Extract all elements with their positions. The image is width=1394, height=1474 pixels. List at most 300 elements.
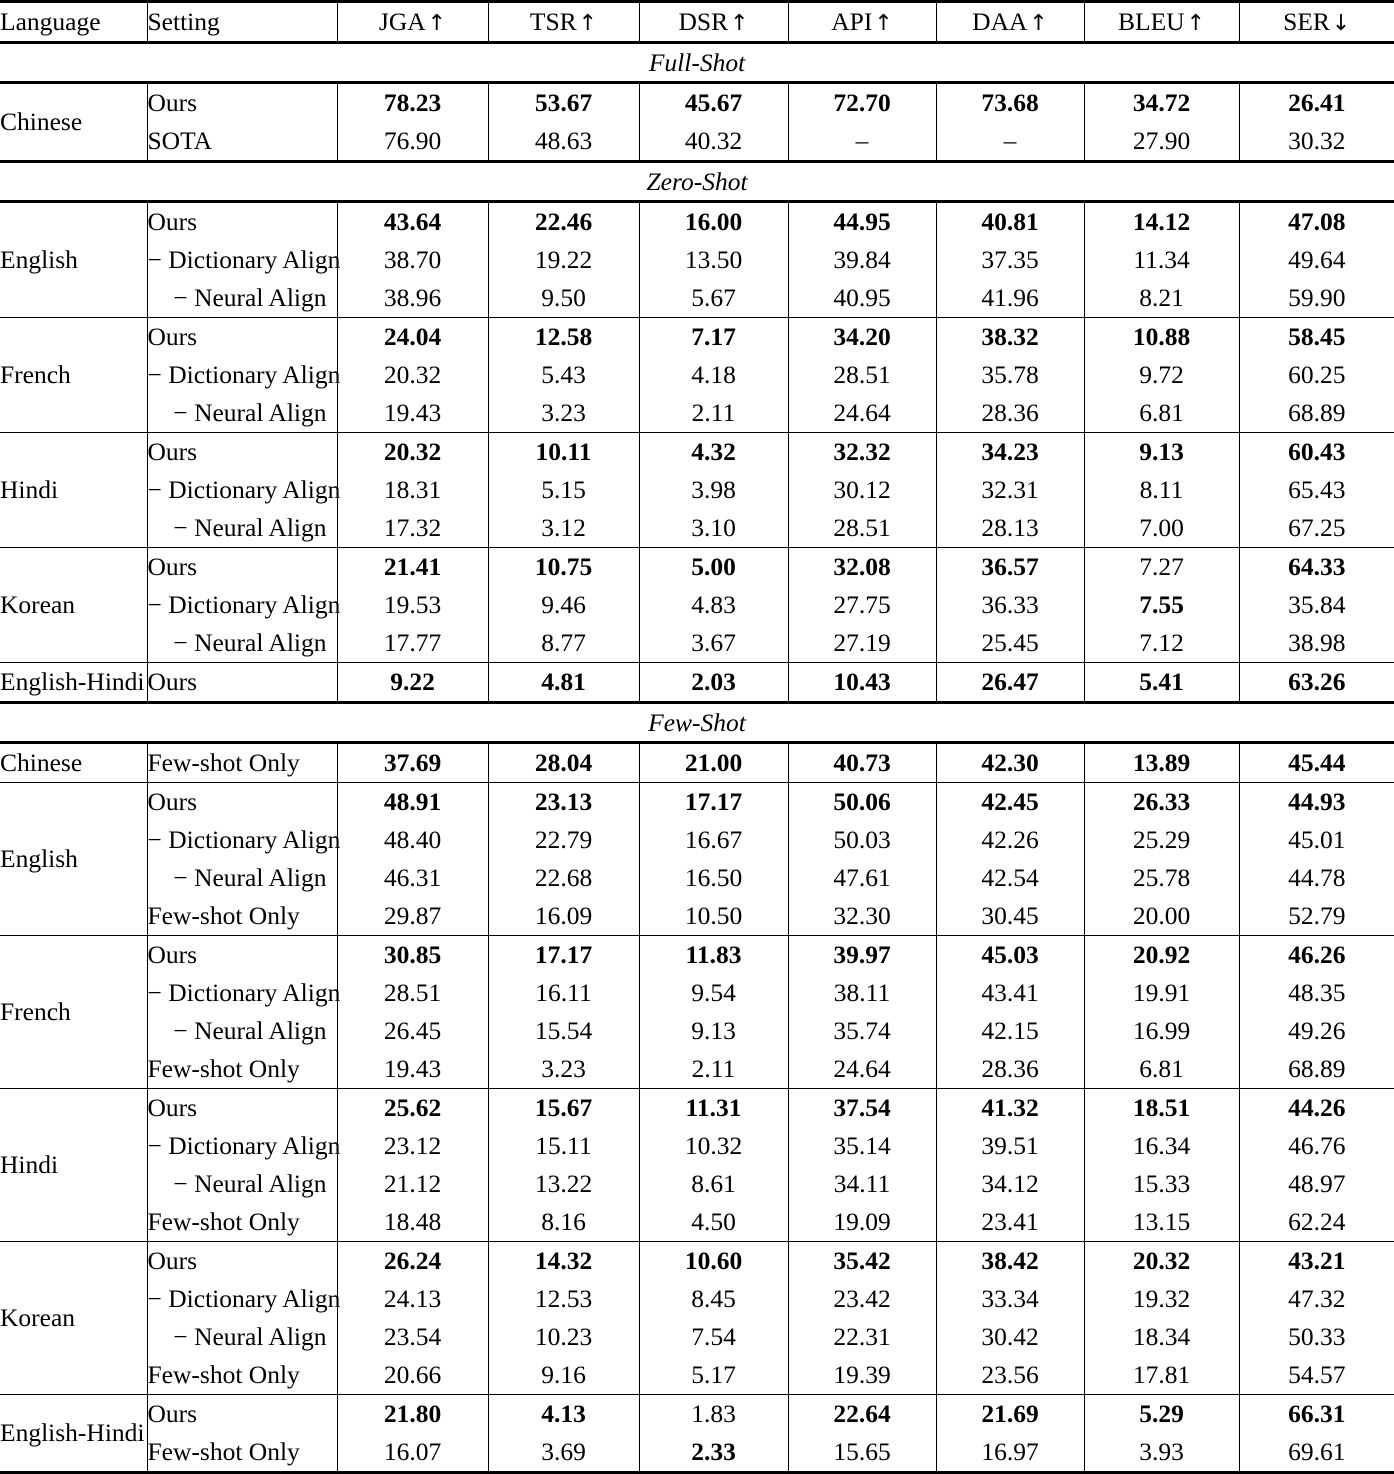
table-row	[0, 743, 1394, 783]
metric-cell-daa: 16.97	[936, 1433, 1084, 1473]
metric-cell-api: 44.95	[788, 202, 936, 242]
metric-cell-daa: 42.54	[936, 859, 1084, 897]
table-row	[0, 356, 1394, 394]
column-header-ser	[1239, 2, 1394, 43]
section-label: Full-Shot	[648, 47, 746, 77]
table-row	[0, 936, 1394, 975]
table-row	[0, 1127, 1394, 1165]
arrow-up-icon: ↑	[730, 11, 749, 36]
column-header-label: API	[831, 7, 873, 36]
table-row	[0, 471, 1394, 509]
metric-cell-api: 47.61	[788, 859, 936, 897]
metric-cell-ser: 50.33	[1239, 1318, 1394, 1356]
column-header-api	[788, 2, 936, 43]
metric-cell-tsr: 4.81	[488, 663, 639, 703]
metric-cell-dsr: 2.11	[639, 1050, 788, 1089]
metric-cell-tsr: 3.23	[488, 394, 639, 433]
metric-cell-dsr: 4.32	[639, 433, 788, 472]
metric-cell-bleu: 16.34	[1084, 1127, 1239, 1165]
table-row	[0, 974, 1394, 1012]
section-header-row	[0, 43, 1394, 83]
table-row	[0, 279, 1394, 318]
metric-cell-bleu: 19.91	[1084, 974, 1239, 1012]
metric-cell-bleu: 5.41	[1084, 663, 1239, 703]
metric-cell-daa: 33.34	[936, 1280, 1084, 1318]
metric-cell-bleu: 5.29	[1084, 1395, 1239, 1434]
arrow-up-icon: ↑	[578, 11, 598, 36]
column-header-jga	[337, 2, 488, 43]
table-row	[0, 394, 1394, 433]
metric-cell-bleu: 6.81	[1084, 1050, 1239, 1089]
metric-cell-daa: 30.45	[936, 897, 1084, 936]
metric-cell-dsr: 16.67	[639, 821, 788, 859]
metric-cell-ser: 67.25	[1239, 509, 1394, 548]
table-row	[0, 1089, 1394, 1128]
setting-cell: − Neural Align	[147, 509, 337, 548]
metric-cell-ser: 59.90	[1239, 279, 1394, 318]
metric-cell-jga: 18.48	[337, 1203, 488, 1242]
metric-cell-bleu: 3.93	[1084, 1433, 1239, 1473]
table-row	[0, 1280, 1394, 1318]
metric-cell-daa: 39.51	[936, 1127, 1084, 1165]
metric-cell-bleu: 20.92	[1084, 936, 1239, 975]
metric-cell-dsr: 4.50	[639, 1203, 788, 1242]
metric-cell-dsr: 16.50	[639, 859, 788, 897]
metric-cell-bleu: 17.81	[1084, 1356, 1239, 1395]
setting-cell: − Neural Align	[147, 1012, 337, 1050]
metric-cell-dsr: 3.67	[639, 624, 788, 663]
metric-cell-daa: 26.47	[936, 663, 1084, 703]
metric-cell-daa: 32.31	[936, 471, 1084, 509]
metric-cell-daa: 43.41	[936, 974, 1084, 1012]
table-body	[0, 43, 1394, 1473]
metric-cell-tsr: 22.68	[488, 859, 639, 897]
metric-cell-daa: 38.32	[936, 318, 1084, 357]
column-header-setting	[147, 2, 337, 43]
metric-cell-daa: 37.35	[936, 241, 1084, 279]
metric-cell-ser: 30.32	[1239, 122, 1394, 162]
metric-cell-ser: 35.84	[1239, 586, 1394, 624]
column-header-tsr	[488, 2, 639, 43]
metric-cell-jga: 26.45	[337, 1012, 488, 1050]
language-cell: Hindi	[0, 475, 59, 505]
metric-cell-tsr: 28.04	[488, 743, 639, 783]
metric-cell-tsr: 16.11	[488, 974, 639, 1012]
metric-cell-bleu: 9.72	[1084, 356, 1239, 394]
metric-cell-jga: 16.07	[337, 1433, 488, 1473]
column-header-label: Setting	[147, 7, 220, 37]
metric-cell-dsr: 45.67	[639, 83, 788, 123]
metric-cell-dsr: 7.54	[639, 1318, 788, 1356]
table-header	[0, 2, 1394, 43]
metric-cell-ser: 65.43	[1239, 471, 1394, 509]
metric-cell-api: 32.08	[788, 548, 936, 587]
metric-cell-ser: 46.76	[1239, 1127, 1394, 1165]
metric-cell-ser: 26.41	[1239, 83, 1394, 123]
metric-cell-bleu: 8.21	[1084, 279, 1239, 318]
metric-cell-ser: 44.78	[1239, 859, 1394, 897]
metric-cell-jga: 37.69	[337, 743, 488, 783]
table-row	[0, 897, 1394, 936]
metric-cell-api: 15.65	[788, 1433, 936, 1473]
metric-cell-api: 35.14	[788, 1127, 936, 1165]
metric-cell-jga: 25.62	[337, 1089, 488, 1128]
setting-cell: Few-shot Only	[147, 1203, 337, 1242]
metric-cell-dsr: 5.67	[639, 279, 788, 318]
metric-cell-tsr: 15.11	[488, 1127, 639, 1165]
arrow-up-icon: ↑	[427, 11, 447, 36]
metric-cell-jga: 76.90	[337, 122, 488, 162]
metric-cell-dsr: 9.13	[639, 1012, 788, 1050]
table-row	[0, 318, 1394, 357]
metric-cell-bleu: 16.99	[1084, 1012, 1239, 1050]
metric-cell-ser: 45.44	[1239, 743, 1394, 783]
metric-cell-jga: 23.12	[337, 1127, 488, 1165]
setting-cell: Ours	[147, 663, 337, 703]
metric-cell-api: 38.11	[788, 974, 936, 1012]
metric-cell-dsr: 11.83	[639, 936, 788, 975]
language-cell: English-Hindi	[0, 1418, 145, 1448]
setting-cell: Few-shot Only	[147, 1433, 337, 1473]
metric-cell-ser: 60.25	[1239, 356, 1394, 394]
language-cell: Chinese	[0, 107, 83, 137]
metric-cell-jga: 78.23	[337, 83, 488, 123]
section-header-row	[0, 162, 1394, 202]
setting-cell: Few-shot Only	[147, 1356, 337, 1395]
metric-cell-api: 24.64	[788, 1050, 936, 1089]
table-row	[0, 821, 1394, 859]
metric-cell-ser: 62.24	[1239, 1203, 1394, 1242]
metric-cell-bleu: 19.32	[1084, 1280, 1239, 1318]
metric-cell-api: 27.19	[788, 624, 936, 663]
metric-cell-ser: 63.26	[1239, 663, 1394, 703]
setting-cell: Ours	[147, 548, 337, 587]
metric-cell-ser: 45.01	[1239, 821, 1394, 859]
language-cell: Hindi	[0, 1150, 59, 1180]
table-row	[0, 83, 1394, 123]
metric-cell-jga: 38.96	[337, 279, 488, 318]
setting-cell: − Neural Align	[147, 859, 337, 897]
metric-cell-ser: 52.79	[1239, 897, 1394, 936]
metric-cell-daa: 40.81	[936, 202, 1084, 242]
metric-cell-api: 35.74	[788, 1012, 936, 1050]
metric-cell-tsr: 12.53	[488, 1280, 639, 1318]
setting-cell: Ours	[147, 318, 337, 357]
metric-cell-daa: 41.32	[936, 1089, 1084, 1128]
metric-cell-daa: 42.15	[936, 1012, 1084, 1050]
column-header-label: JGA	[378, 7, 426, 36]
table-row	[0, 859, 1394, 897]
metric-cell-tsr: 17.17	[488, 936, 639, 975]
table-row	[0, 241, 1394, 279]
setting-cell: Few-shot Only	[147, 743, 337, 783]
metric-cell-api: 32.30	[788, 897, 936, 936]
setting-cell: Few-shot Only	[147, 1050, 337, 1089]
metric-cell-daa: 28.36	[936, 1050, 1084, 1089]
metric-cell-daa: 42.30	[936, 743, 1084, 783]
table-row	[0, 1318, 1394, 1356]
metric-cell-bleu: 7.55	[1084, 586, 1239, 624]
metric-cell-tsr: 5.43	[488, 356, 639, 394]
metric-cell-jga: 48.91	[337, 783, 488, 822]
metric-cell-bleu: 11.34	[1084, 241, 1239, 279]
metric-cell-ser: 48.35	[1239, 974, 1394, 1012]
table-row	[0, 1203, 1394, 1242]
metric-cell-api: 50.06	[788, 783, 936, 822]
metric-cell-bleu: 6.81	[1084, 394, 1239, 433]
setting-cell: − Dictionary Align	[147, 586, 337, 624]
language-cell: Chinese	[0, 748, 83, 778]
table-row	[0, 1356, 1394, 1395]
metric-cell-daa: 34.23	[936, 433, 1084, 472]
metric-cell-tsr: 10.23	[488, 1318, 639, 1356]
metric-cell-daa: 45.03	[936, 936, 1084, 975]
metric-cell-daa: 38.42	[936, 1242, 1084, 1281]
metric-cell-tsr: 48.63	[488, 122, 639, 162]
metric-cell-jga: 19.43	[337, 1050, 488, 1089]
metric-cell-api: 39.97	[788, 936, 936, 975]
metric-cell-daa: 36.33	[936, 586, 1084, 624]
metric-cell-jga: 28.51	[337, 974, 488, 1012]
metric-cell-ser: 58.45	[1239, 318, 1394, 357]
table-row	[0, 1050, 1394, 1089]
metric-cell-api: 23.42	[788, 1280, 936, 1318]
setting-cell: Ours	[147, 1089, 337, 1128]
metric-cell-dsr: 2.33	[639, 1433, 788, 1473]
column-header-label: BLEU	[1117, 7, 1185, 36]
metric-cell-api: 50.03	[788, 821, 936, 859]
metric-cell-jga: 43.64	[337, 202, 488, 242]
metric-cell-dsr: 10.60	[639, 1242, 788, 1281]
metric-cell-dsr: 9.54	[639, 974, 788, 1012]
metric-cell-dsr: 5.00	[639, 548, 788, 587]
metric-cell-daa: 30.42	[936, 1318, 1084, 1356]
metric-cell-tsr: 3.12	[488, 509, 639, 548]
metric-cell-api: 37.54	[788, 1089, 936, 1128]
metric-cell-api: 28.51	[788, 356, 936, 394]
metric-cell-tsr: 13.22	[488, 1165, 639, 1203]
table-row	[0, 1012, 1394, 1050]
metric-cell-tsr: 5.15	[488, 471, 639, 509]
metric-cell-ser: 46.26	[1239, 936, 1394, 975]
language-cell: English	[0, 245, 78, 275]
setting-cell: Ours	[147, 936, 337, 975]
setting-cell: Ours	[147, 1395, 337, 1434]
metric-cell-tsr: 12.58	[488, 318, 639, 357]
metric-cell-api: 34.11	[788, 1165, 936, 1203]
setting-cell: Ours	[147, 83, 337, 123]
language-cell: Korean	[0, 590, 76, 620]
setting-cell: Ours	[147, 1242, 337, 1281]
metric-cell-bleu: 20.32	[1084, 1242, 1239, 1281]
metric-cell-dsr: 13.50	[639, 241, 788, 279]
metric-cell-api: 19.39	[788, 1356, 936, 1395]
arrow-up-icon: ↑	[1029, 11, 1048, 36]
metric-cell-jga: 20.32	[337, 356, 488, 394]
metric-cell-ser: 43.21	[1239, 1242, 1394, 1281]
column-header-bleu	[1084, 2, 1239, 43]
metric-cell-jga: 24.13	[337, 1280, 488, 1318]
metric-cell-daa: 35.78	[936, 356, 1084, 394]
metric-cell-dsr: 3.10	[639, 509, 788, 548]
setting-cell: SOTA	[147, 122, 337, 162]
metric-cell-dsr: 11.31	[639, 1089, 788, 1128]
metric-cell-dsr: 40.32	[639, 122, 788, 162]
metric-cell-tsr: 15.67	[488, 1089, 639, 1128]
metric-cell-dsr: 10.32	[639, 1127, 788, 1165]
table-row	[0, 624, 1394, 663]
metric-cell-tsr: 15.54	[488, 1012, 639, 1050]
metric-cell-ser: 60.43	[1239, 433, 1394, 472]
metric-cell-ser: 68.89	[1239, 1050, 1394, 1089]
metric-cell-api: 19.09	[788, 1203, 936, 1242]
metric-cell-dsr: 7.17	[639, 318, 788, 357]
metric-cell-jga: 19.53	[337, 586, 488, 624]
metric-cell-daa: 73.68	[936, 83, 1084, 123]
metric-cell-dsr: 16.00	[639, 202, 788, 242]
metric-cell-dsr: 17.17	[639, 783, 788, 822]
metric-cell-ser: 49.26	[1239, 1012, 1394, 1050]
metric-cell-daa: 41.96	[936, 279, 1084, 318]
setting-cell: − Neural Align	[147, 1165, 337, 1203]
language-cell: Korean	[0, 1303, 76, 1333]
metric-cell-dsr: 4.83	[639, 586, 788, 624]
metric-cell-bleu: 27.90	[1084, 122, 1239, 162]
metric-cell-api: 10.43	[788, 663, 936, 703]
metric-cell-tsr: 9.50	[488, 279, 639, 318]
metric-cell-tsr: 19.22	[488, 241, 639, 279]
metric-cell-api: 22.31	[788, 1318, 936, 1356]
metric-cell-dsr: 8.61	[639, 1165, 788, 1203]
metric-cell-tsr: 9.46	[488, 586, 639, 624]
metric-cell-bleu: 13.15	[1084, 1203, 1239, 1242]
metric-cell-ser: 47.08	[1239, 202, 1394, 242]
metric-cell-bleu: 8.11	[1084, 471, 1239, 509]
metric-cell-tsr: 8.77	[488, 624, 639, 663]
column-header-label: Language	[0, 7, 101, 37]
column-header-label: SER	[1283, 7, 1330, 36]
metric-cell-jga: 23.54	[337, 1318, 488, 1356]
metric-cell-jga: 20.66	[337, 1356, 488, 1395]
metric-cell-api: –	[788, 122, 936, 162]
metric-cell-dsr: 2.11	[639, 394, 788, 433]
metric-cell-jga: 21.80	[337, 1395, 488, 1434]
metric-cell-jga: 26.24	[337, 1242, 488, 1281]
table-row	[0, 586, 1394, 624]
language-cell: French	[0, 360, 71, 390]
metric-cell-jga: 24.04	[337, 318, 488, 357]
metric-cell-bleu: 25.29	[1084, 821, 1239, 859]
metric-cell-jga: 30.85	[337, 936, 488, 975]
column-header-dsr	[639, 2, 788, 43]
metric-cell-jga: 20.32	[337, 433, 488, 472]
setting-cell: Few-shot Only	[147, 897, 337, 936]
table-row	[0, 1395, 1394, 1434]
metric-cell-bleu: 14.12	[1084, 202, 1239, 242]
metric-cell-jga: 48.40	[337, 821, 488, 859]
arrow-up-icon: ↑	[874, 11, 893, 36]
metric-cell-daa: 42.45	[936, 783, 1084, 822]
metric-cell-jga: 17.32	[337, 509, 488, 548]
metric-cell-daa: 42.26	[936, 821, 1084, 859]
metric-cell-ser: 66.31	[1239, 1395, 1394, 1434]
section-header-row	[0, 703, 1394, 743]
metric-cell-dsr: 21.00	[639, 743, 788, 783]
metric-cell-ser: 64.33	[1239, 548, 1394, 587]
table-row	[0, 663, 1394, 703]
metric-cell-jga: 9.22	[337, 663, 488, 703]
metric-cell-jga: 29.87	[337, 897, 488, 936]
table-row	[0, 1242, 1394, 1281]
metric-cell-daa: 23.41	[936, 1203, 1084, 1242]
metric-cell-jga: 18.31	[337, 471, 488, 509]
metric-cell-api: 28.51	[788, 509, 936, 548]
arrow-down-icon: ↓	[1331, 11, 1351, 36]
metric-cell-daa: 25.45	[936, 624, 1084, 663]
language-cell: English	[0, 844, 78, 874]
setting-cell: − Dictionary Align	[147, 241, 337, 279]
metric-cell-tsr: 10.11	[488, 433, 639, 472]
column-header-label: DSR	[678, 7, 729, 36]
metric-cell-tsr: 14.32	[488, 1242, 639, 1281]
section-label: Zero-Shot	[646, 166, 748, 196]
metric-cell-dsr: 2.03	[639, 663, 788, 703]
metric-cell-dsr: 10.50	[639, 897, 788, 936]
metric-cell-ser: 44.93	[1239, 783, 1394, 822]
metric-cell-api: 35.42	[788, 1242, 936, 1281]
column-header-label: DAA	[972, 7, 1028, 36]
metric-cell-ser: 49.64	[1239, 241, 1394, 279]
metric-cell-jga: 38.70	[337, 241, 488, 279]
setting-cell: − Dictionary Align	[147, 471, 337, 509]
metric-cell-jga: 21.41	[337, 548, 488, 587]
metric-cell-api: 32.32	[788, 433, 936, 472]
metric-cell-bleu: 13.89	[1084, 743, 1239, 783]
metric-cell-tsr: 4.13	[488, 1395, 639, 1434]
table-row	[0, 548, 1394, 587]
metric-cell-bleu: 7.00	[1084, 509, 1239, 548]
language-cell: French	[0, 997, 71, 1027]
metric-cell-api: 34.20	[788, 318, 936, 357]
section-label: Few-Shot	[648, 707, 746, 737]
metric-cell-bleu: 18.34	[1084, 1318, 1239, 1356]
table-row	[0, 783, 1394, 822]
metric-cell-api: 30.12	[788, 471, 936, 509]
setting-cell: − Dictionary Align	[147, 821, 337, 859]
metric-cell-daa: –	[936, 122, 1084, 162]
metric-cell-dsr: 5.17	[639, 1356, 788, 1395]
metric-cell-bleu: 18.51	[1084, 1089, 1239, 1128]
metric-cell-daa: 36.57	[936, 548, 1084, 587]
metric-cell-jga: 21.12	[337, 1165, 488, 1203]
setting-cell: Ours	[147, 433, 337, 472]
metric-cell-tsr: 9.16	[488, 1356, 639, 1395]
table-row	[0, 122, 1394, 162]
metric-cell-dsr: 8.45	[639, 1280, 788, 1318]
metric-cell-tsr: 22.79	[488, 821, 639, 859]
metric-cell-api: 24.64	[788, 394, 936, 433]
table-row	[0, 202, 1394, 242]
metric-cell-tsr: 10.75	[488, 548, 639, 587]
setting-cell: − Dictionary Align	[147, 1280, 337, 1318]
arrow-up-icon: ↑	[1186, 11, 1205, 36]
metric-cell-dsr: 4.18	[639, 356, 788, 394]
metric-cell-jga: 17.77	[337, 624, 488, 663]
metric-cell-daa: 23.56	[936, 1356, 1084, 1395]
header-row	[0, 2, 1394, 43]
table-row	[0, 433, 1394, 472]
table-row	[0, 1165, 1394, 1203]
